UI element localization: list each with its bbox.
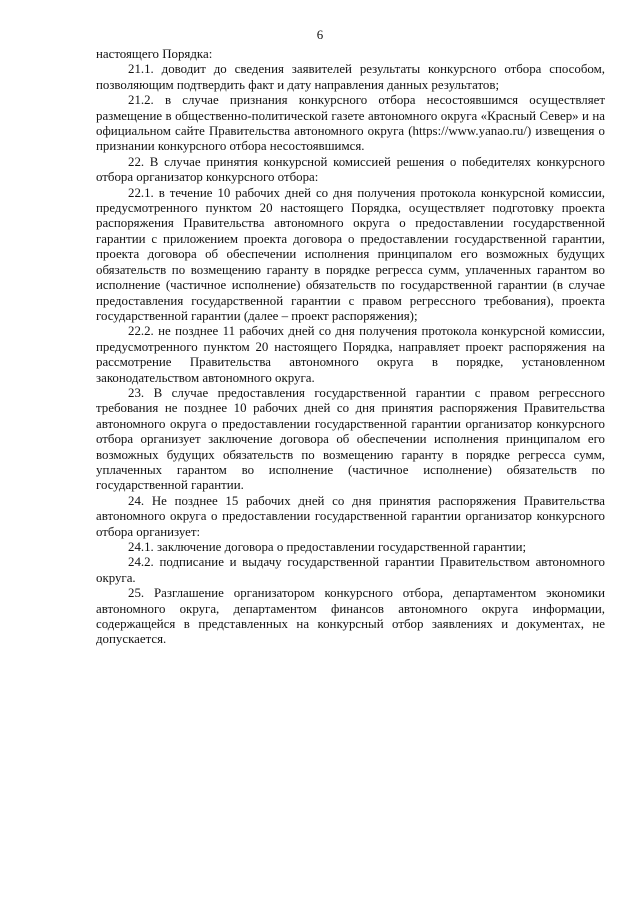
paragraph: 24.2. подписание и выдачу государственной гарантии Правительством автономного округа. xyxy=(96,555,605,585)
paragraph: 22.2. не позднее 11 рабочих дней со дня получения протокола конкурсной комиссии, предусмотренного пунктом 20 настоящего Порядка, направляет проект распоряжения на рассмотрение Правительства автономного округа в порядке, установленном законодательством автономного округа. xyxy=(96,324,605,385)
paragraph: 23. В случае предоставления государственной гарантии с правом регрессного требования не позднее 10 рабочих дней со дня принятия распоряжения Правительства автономного округа о предоставлении государственной гарантии организатор конкурсного отбора организует заключение договора об обеспечении исполнения принципалом его возможных будущих обязательств по возмещению гаранту в порядке регресса сумм, уплаченных гарантом во исполнение (частичное исполнение) обязательств по государственной гарантии. xyxy=(96,385,605,493)
page-number: 6 xyxy=(316,28,324,42)
paragraph: 22.1. в течение 10 рабочих дней со дня получения протокола конкурсной комиссии, предусмотренного пунктом 20 настоящего Порядка, осуществляет подготовку проекта распоряжения Правительства автономного округа о предоставлении государственной гарантии с приложением проекта договора о предоставлении государственной гарантии, проекта договора об обеспечении исполнения принципалом его возможных будущих обязательств по возмещению гаранту в порядке регресса сумм, уплаченных гарантом во исполнение (частичное исполнение) обязательств по государственной гарантии (в случае предоставления государственной гарантии с правом регрессного требования), проекта государственной гарантии (далее – проект распоряжения); xyxy=(96,185,605,323)
document-body xyxy=(96,47,605,648)
paragraph: 22. В случае принятия конкурсной комиссией решения о победителях конкурсного отбора организатор конкурсного отбора: xyxy=(96,154,605,185)
paragraph: настоящего Порядка: xyxy=(96,47,213,61)
paragraph: 21.2. в случае признания конкурсного отбора несостоявшимся осуществляет размещение в общественно-политической газете автономного округа «Красный Север» и на официальном сайте Правительства автономного округа (https://www.yanao.ru/) извещения о признании конкурсного отбора несостоявшимся. xyxy=(96,93,605,154)
paragraph: 24.1. заключение договора о предоставлении государственной гарантии; xyxy=(128,540,527,554)
paragraph: 25. Разглашение организатором конкурсного отбора, департаментом экономики автономного округа, департаментом финансов автономного округа информации, содержащейся в представленных на конкурсный отбор заявлениях и документах, не допускается. xyxy=(96,586,605,647)
paragraph: 21.1. доводит до сведения заявителей результаты конкурсного отбора способом, позволяющим подтвердить факт и дату направления данных результатов; xyxy=(96,62,605,92)
paragraph: 24. Не позднее 15 рабочих дней со дня принятия распоряжения Правительства автономного округа о предоставлении государственной гарантии организатор конкурсного отбора организует: xyxy=(96,493,605,539)
